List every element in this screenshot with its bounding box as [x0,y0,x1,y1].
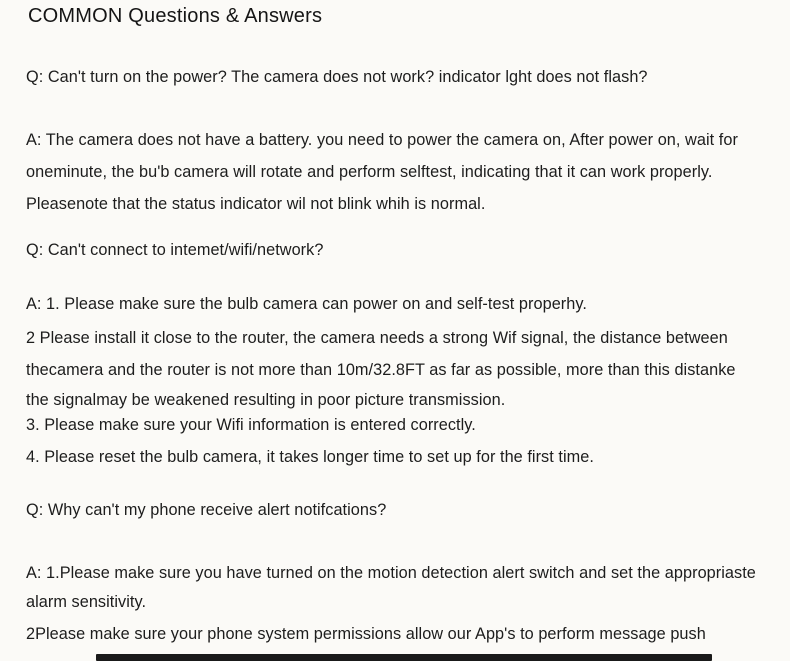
question-line: Q: Why can't my phone receive alert notifcations? [26,501,387,519]
answer-line: 4. Please reset the bulb camera, it takes longer time to set up for the first time. [26,448,594,466]
answer-line: the signalmay be weakened resulting in poor picture transmission. [26,391,506,409]
answer-line: 2Please make sure your phone system permissions allow our App's to perform message push [26,625,706,643]
answer-line: A: 1. Please make sure the bulb camera can power on and self-test properhy. [26,295,587,313]
answer-line: alarm sensitivity. [26,593,147,611]
cropped-next-line-strip [96,654,712,661]
answer-line: 2 Please install it close to the router, the camera needs a strong Wif signal, the distance between [26,329,728,347]
answer-line: A: The camera does not have a battery. you need to power the camera on, After power on, wait for [26,131,738,149]
question-line: Q: Can't connect to intemet/wifi/network? [26,241,324,259]
answer-line: oneminute, the bu'b camera will rotate and perform selftest, indicating that it can work properly. [26,163,713,181]
question-line: Q: Can't turn on the power? The camera does not work? indicator lght does not flash? [26,68,648,86]
answer-line: thecamera and the router is not more than 10m/32.8FT as far as possible, more than this distanke [26,361,736,379]
page-title: COMMON Questions & Answers [28,5,323,27]
answer-line: Pleasenote that the status indicator wil not blink whih is normal. [26,195,486,213]
answer-line: 3. Please make sure your Wifi information is entered correctly. [26,416,476,434]
answer-line: A: 1.Please make sure you have turned on the motion detection alert switch and set the appropriaste [26,564,756,582]
